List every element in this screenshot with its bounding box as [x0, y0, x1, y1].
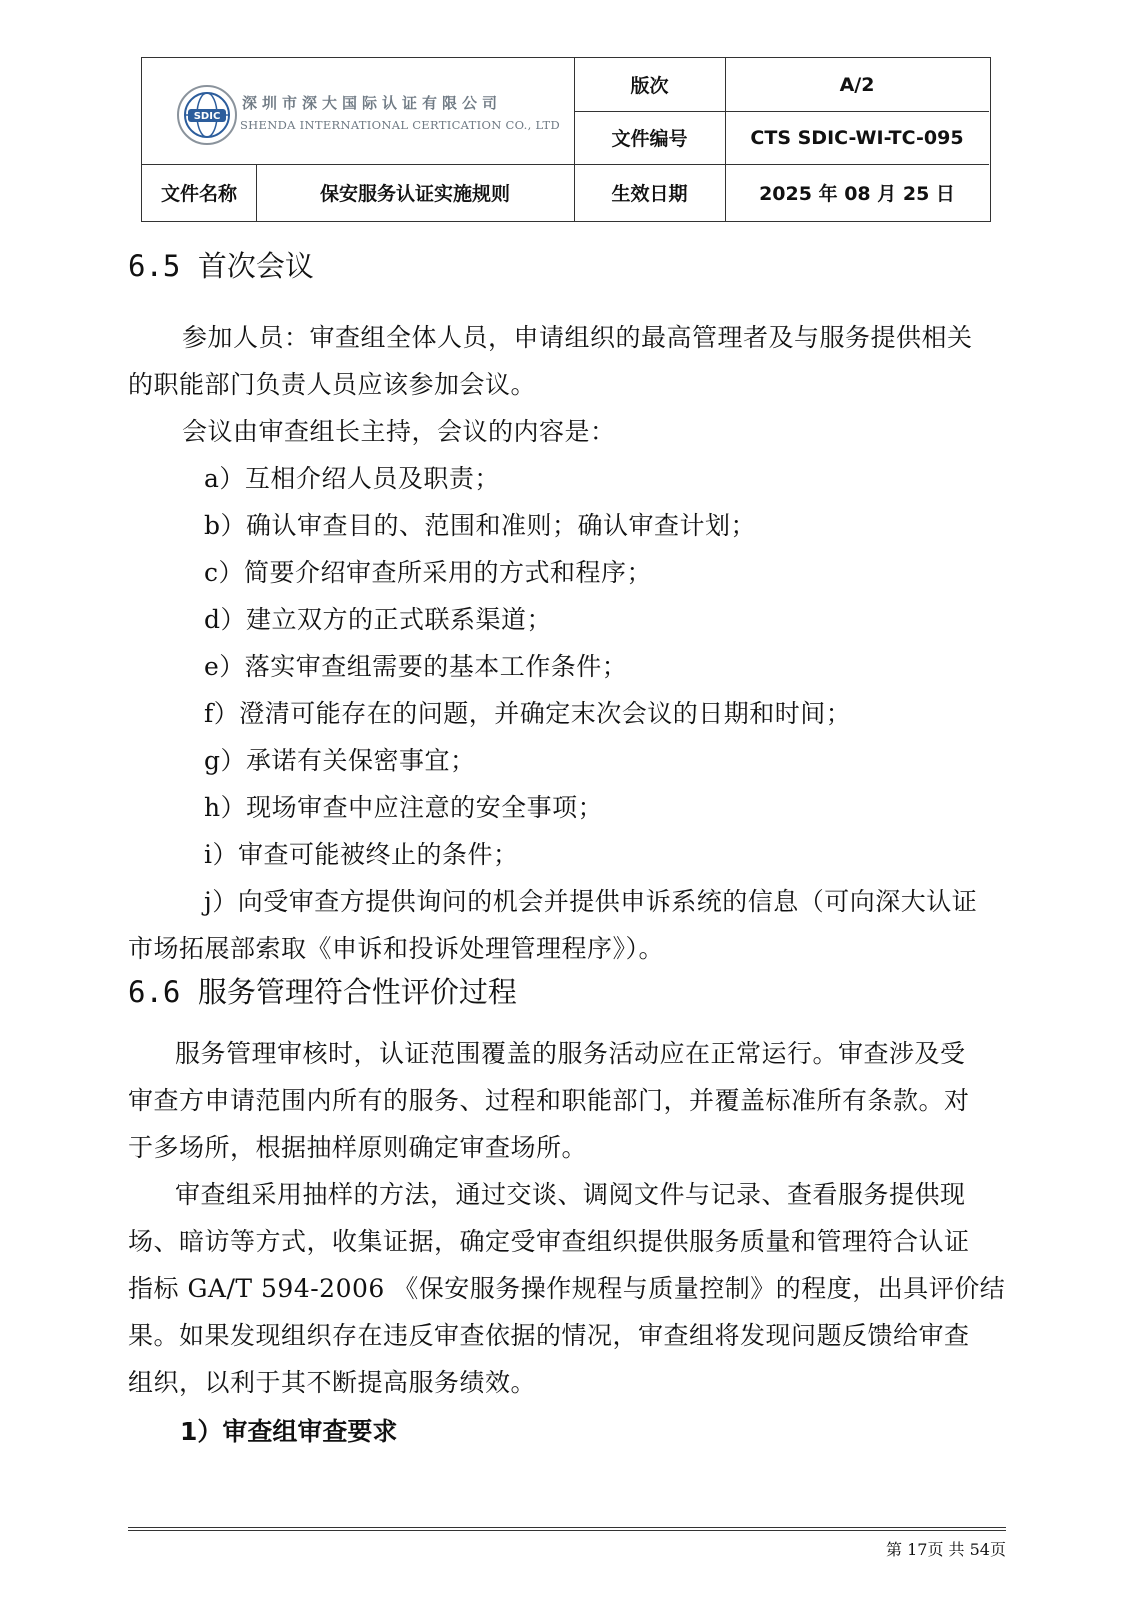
footer-divider — [128, 1530, 1006, 1531]
paragraph-line: 于多场所，根据抽样原则确定审查场所。 — [128, 1133, 588, 1162]
list-item: h）现场审查中应注意的安全事项； — [204, 793, 604, 822]
version-value: A/2 — [839, 73, 875, 96]
section-heading-6-6: 6.6 服务管理符合性评价过程 — [128, 975, 517, 1009]
list-item: f）澄清可能存在的问题，并确定末次会议的日期和时间； — [204, 699, 852, 728]
paragraph-line: 场、暗访等方式，收集证据，确定受审查组织提供服务质量和管理符合认证 — [128, 1227, 970, 1256]
subheading-review-requirements: 1）审查组审查要求 — [180, 1417, 398, 1446]
page-number: 第 17页 共 54页 — [886, 1540, 1006, 1559]
paragraph-line: 组织，以利于其不断提高服务绩效。 — [128, 1368, 537, 1397]
effective-date-label: 生效日期 — [611, 183, 688, 205]
list-item: d）建立双方的正式联系渠道； — [204, 605, 553, 634]
list-item: b）确认审查目的、范围和准则；确认审查计划； — [204, 511, 757, 540]
paragraph-line: 服务管理审核时，认证范围覆盖的服务活动应在正常运行。审查涉及受 — [175, 1039, 966, 1068]
doc-number-value: CTS SDIC-WI-TC-095 — [750, 126, 964, 149]
version-label: 版次 — [630, 75, 669, 97]
paragraph-line: 果。如果发现组织存在违反审查依据的情况，审查组将发现问题反馈给审查 — [128, 1321, 970, 1350]
footer-divider — [128, 1527, 1006, 1528]
svg-text:SDIC: SDIC — [193, 111, 221, 122]
list-item-j-line2: 市场拓展部索取《申诉和投诉处理管理程序》）。 — [128, 934, 665, 963]
paragraph-meeting-host: 会议由审查组长主持，会议的内容是： — [182, 417, 616, 446]
paragraph-attendees-line2: 的职能部门负责人员应该参加会议。 — [128, 370, 537, 399]
paragraph-line: 指标 GA/T 594-2006 《保安服务操作规程与质量控制》的程度，出具评价结 — [128, 1274, 1006, 1303]
effective-date-value: 2025 年 08 月 25 日 — [759, 183, 955, 205]
list-item: a）互相介绍人员及职责； — [204, 464, 500, 493]
list-item: c）简要介绍审查所采用的方式和程序； — [204, 558, 653, 587]
document-header-table — [141, 57, 991, 222]
doc-number-label: 文件编号 — [611, 128, 688, 150]
list-item-j-line1: j）向受审查方提供询问的机会并提供申诉系统的信息（可向深大认证 — [204, 887, 978, 916]
section-heading-6-5: 6.5 首次会议 — [128, 249, 314, 283]
paragraph-line: 审查组采用抽样的方法，通过交谈、调阅文件与记录、查看服务提供现 — [175, 1180, 966, 1209]
company-name-cn: 深圳市深大国际认证有限公司 — [242, 94, 503, 112]
company-logo-icon — [176, 84, 238, 146]
paragraph-attendees-line1: 参加人员：审查组全体人员，申请组织的最高管理者及与服务提供相关 — [182, 323, 973, 352]
company-name-en: SHENDA INTERNATIONAL CERTICATION CO., LTD — [240, 118, 561, 132]
list-item: g）承诺有关保密事宜； — [204, 746, 476, 775]
paragraph-line: 审查方申请范围内所有的服务、过程和职能部门，并覆盖标准所有条款。对 — [128, 1086, 970, 1115]
doc-name-value: 保安服务认证实施规则 — [319, 183, 510, 205]
list-item: e）落实审查组需要的基本工作条件； — [204, 652, 628, 681]
list-item: i）审查可能被终止的条件； — [204, 840, 519, 869]
doc-name-label: 文件名称 — [160, 183, 237, 205]
